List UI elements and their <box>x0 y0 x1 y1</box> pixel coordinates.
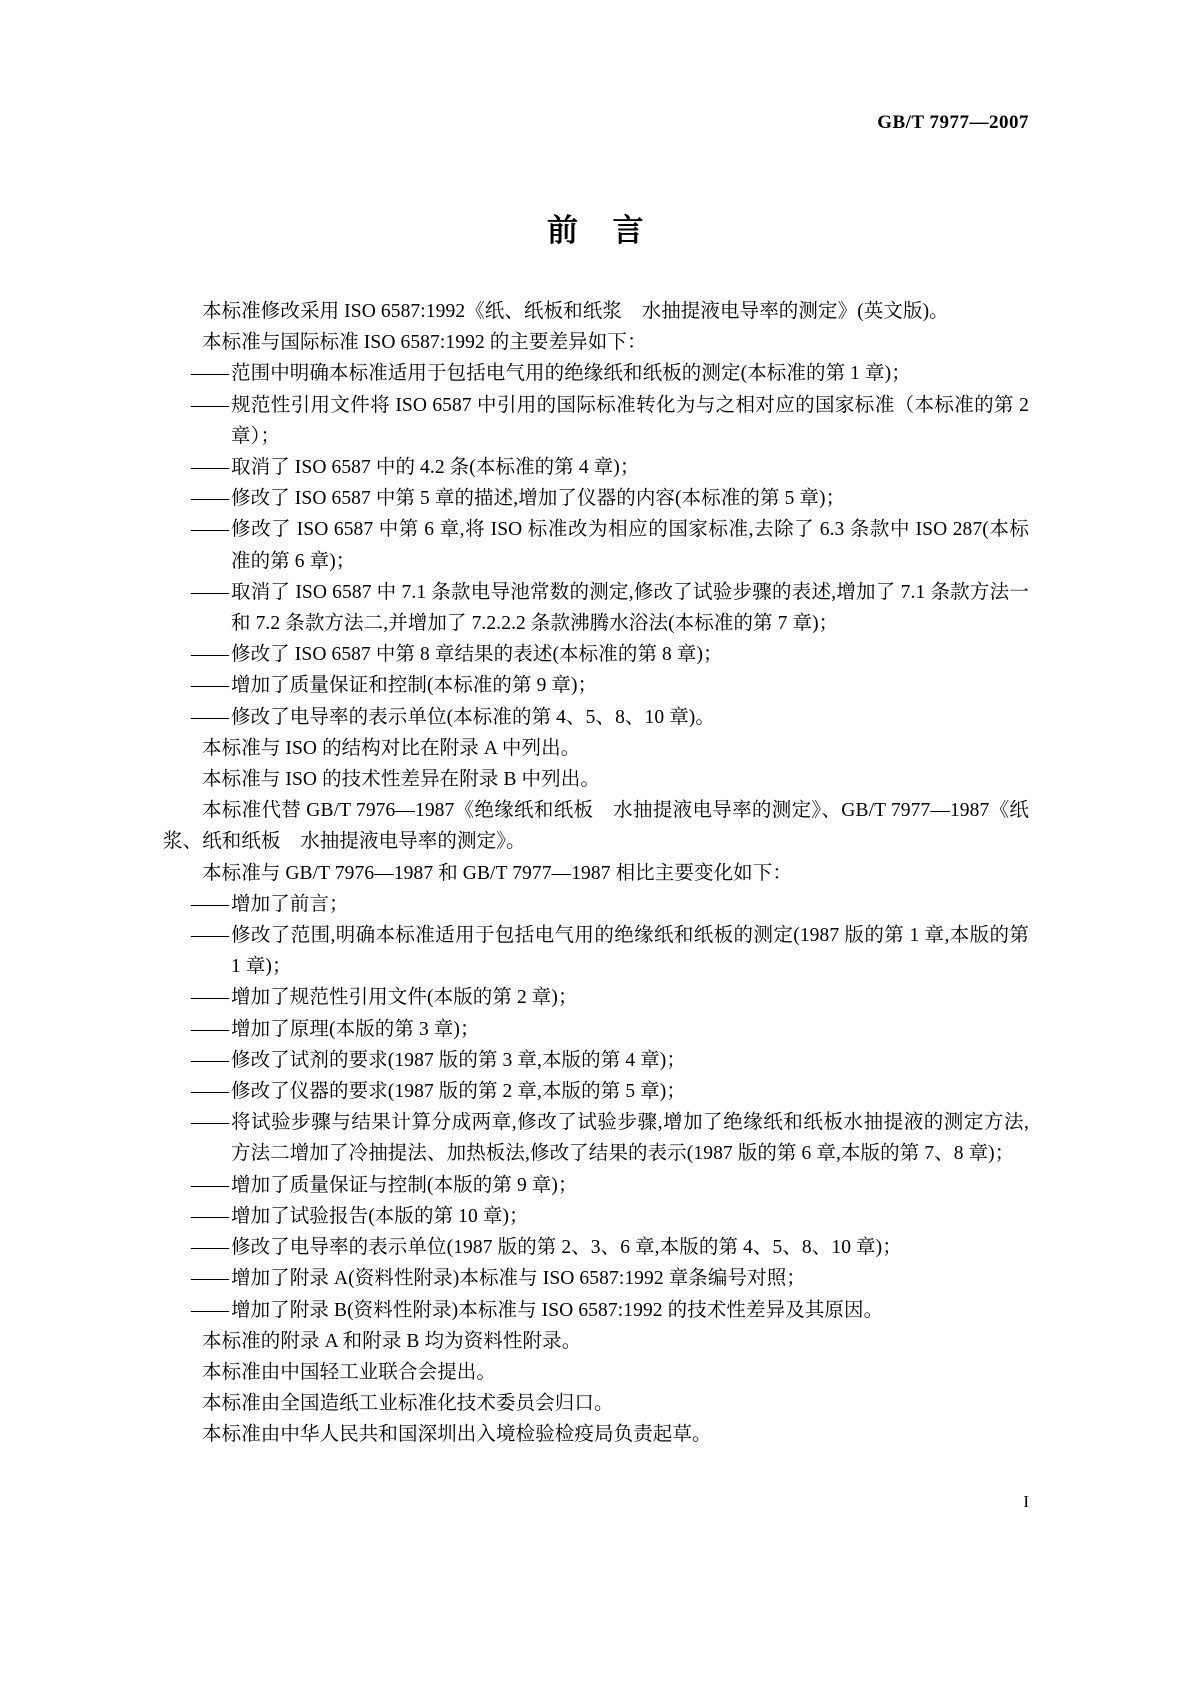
em-dash-icon: —— <box>191 987 228 1009</box>
em-dash-icon: —— <box>191 519 228 541</box>
title-char-2: 言 <box>612 213 644 249</box>
em-dash-icon: —— <box>191 1299 228 1321</box>
em-dash-icon: —— <box>191 394 228 416</box>
list-item-label: 修改了 ISO 6587 中第 8 章结果的表述(本标准的第 8 章)； <box>231 644 723 666</box>
paragraph-replaces: 本标准代替 GB/T 7976—1987《绝缘纸和纸板 水抽提液电导率的测定》、GB/T 7977—1987《纸浆、纸和纸板 水抽提液电导率的测定》。 <box>163 800 1029 853</box>
list-item-label: 范围中明确本标准适用于包括电气用的绝缘纸和纸板的测定(本标准的第 1 章)； <box>231 363 911 385</box>
em-dash-icon: —— <box>191 644 228 666</box>
em-dash-icon: —— <box>191 1112 228 1134</box>
paragraph-proposed-by: 本标准由中国轻工业联合会提出。 <box>202 1361 497 1383</box>
paragraph-drafted-by: 本标准由中华人民共和国深圳出入境检验检疫局负责起草。 <box>202 1424 712 1446</box>
em-dash-icon: —— <box>191 706 228 728</box>
list-item <box>163 390 1029 452</box>
em-dash-icon: —— <box>191 1268 228 1290</box>
em-dash-icon: —— <box>191 457 228 479</box>
list-item-label: 增加了质量保证与控制(本版的第 9 章)； <box>231 1174 578 1196</box>
list-item-label: 增加了试验报告(本版的第 10 章)； <box>231 1205 529 1227</box>
list-item-label: 修改了 ISO 6587 中第 6 章,将 ISO 标准改为相应的国家标准,去除了 6.3 条款中 ISO 287(本标准的第 6 章)； <box>231 519 1029 572</box>
em-dash-icon: —— <box>191 1237 228 1259</box>
list-item <box>163 514 1029 576</box>
list-item <box>163 639 1029 670</box>
paragraph-changes-intro: 本标准与 GB/T 7976—1987 和 GB/T 7977—1987 相比主要变化如下： <box>202 862 792 884</box>
em-dash-icon: —— <box>191 893 228 915</box>
list-item-label: 增加了前言； <box>231 893 349 915</box>
list-item-label: 修改了 ISO 6587 中第 5 章的描述,增加了仪器的内容(本标准的第 5 章)； <box>231 488 846 510</box>
list-item <box>163 1014 1029 1045</box>
em-dash-icon: —— <box>191 675 228 697</box>
list-item-label: 修改了电导率的表示单位(本标准的第 4、5、8、10 章)。 <box>231 706 715 728</box>
list-item-label: 将试验步骤与结果计算分成两章,修改了试验步骤,增加了绝缘纸和纸板水抽提液的测定方法,方法二增加了冷抽提法、加热板法,修改了结果的表示(1987 版的第 6 章,本版的第 7、8 章)； <box>231 1112 1029 1165</box>
list-item <box>163 889 1029 920</box>
list-item-label: 规范性引用文件将 ISO 6587 中引用的国际标准转化为与之相对应的国家标准（本标准的第 2 章）； <box>231 394 1029 447</box>
list-item-label: 修改了范围,明确本标准适用于包括电气用的绝缘纸和纸板的测定(1987 版的第 1 章,本版的第 1 章)； <box>231 925 1029 978</box>
list-item <box>163 1201 1029 1232</box>
list-item-label: 增加了附录 B(资料性附录)本标准与 ISO 6587:1992 的技术性差异及其原因。 <box>231 1299 884 1321</box>
running-header: GB/T 7977—2007 <box>877 112 1029 133</box>
em-dash-icon: —— <box>191 581 228 603</box>
title-char-1: 前 <box>547 213 579 249</box>
list-item <box>163 982 1029 1013</box>
document-body <box>163 296 1029 1451</box>
em-dash-icon: —— <box>191 1174 228 1196</box>
list-item <box>163 452 1029 483</box>
em-dash-icon: —— <box>191 1081 228 1103</box>
list-item <box>163 1045 1029 1076</box>
em-dash-icon: —— <box>191 1205 228 1227</box>
list-item <box>163 1076 1029 1107</box>
list-item <box>163 670 1029 701</box>
list-item-label: 取消了 ISO 6587 中的 4.2 条(本标准的第 4 章)； <box>231 457 640 479</box>
paragraph-iso-diff-intro: 本标准与国际标准 ISO 6587:1992 的主要差异如下： <box>202 332 647 354</box>
list-item <box>163 1232 1029 1263</box>
paragraph-adopt: 本标准修改采用 ISO 6587:1992《纸、纸板和纸浆 水抽提液电导率的测定》(英文版)。 <box>202 301 949 322</box>
list-item-label: 增加了规范性引用文件(本版的第 2 章)； <box>231 987 578 1009</box>
list-item <box>163 358 1029 389</box>
list-item <box>163 702 1029 733</box>
paragraph-annex-a: 本标准与 ISO 的结构对比在附录 A 中列出。 <box>202 737 581 759</box>
list-item-label: 取消了 ISO 6587 中 7.1 条款电导池常数的测定,修改了试验步骤的表述,增加了 7.1 条款方法一和 7.2 条款方法二,并增加了 7.2.2.2 条款沸腾水浴法(本标准的第 7 章)； <box>231 581 1029 635</box>
paragraph-administered-by: 本标准由全国造纸工业标准化技术委员会归口。 <box>202 1393 614 1415</box>
list-item-label: 修改了电导率的表示单位(1987 版的第 2、3、6 章,本版的第 4、5、8、10 章)； <box>231 1237 902 1259</box>
page-number: I <box>1023 1492 1029 1511</box>
em-dash-icon: —— <box>191 363 228 385</box>
list-item <box>163 1263 1029 1294</box>
list-item-label: 增加了附录 A(资料性附录)本标准与 ISO 6587:1992 章条编号对照； <box>231 1268 806 1290</box>
list-item <box>163 920 1029 982</box>
list-item <box>163 1295 1029 1326</box>
list-item-label: 增加了质量保证和控制(本标准的第 9 章)； <box>231 675 598 697</box>
list-item <box>163 1107 1029 1169</box>
paragraph-annexes-informative: 本标准的附录 A 和附录 B 均为资料性附录。 <box>202 1330 582 1352</box>
list-item <box>163 483 1029 514</box>
list-item-label: 修改了仪器的要求(1987 版的第 2 章,本版的第 5 章)； <box>231 1081 686 1103</box>
list-item-label: 修改了试剂的要求(1987 版的第 3 章,本版的第 4 章)； <box>231 1049 686 1071</box>
list-item <box>163 1170 1029 1201</box>
list-item-label: 增加了原理(本版的第 3 章)； <box>231 1018 480 1040</box>
em-dash-icon: —— <box>191 1018 228 1040</box>
paragraph-annex-b: 本标准与 ISO 的技术性差异在附录 B 中列出。 <box>202 769 600 791</box>
page-title <box>0 205 1191 250</box>
em-dash-icon: —— <box>191 1049 228 1071</box>
em-dash-icon: —— <box>191 488 228 510</box>
list-item <box>163 577 1029 639</box>
em-dash-icon: —— <box>191 925 228 947</box>
